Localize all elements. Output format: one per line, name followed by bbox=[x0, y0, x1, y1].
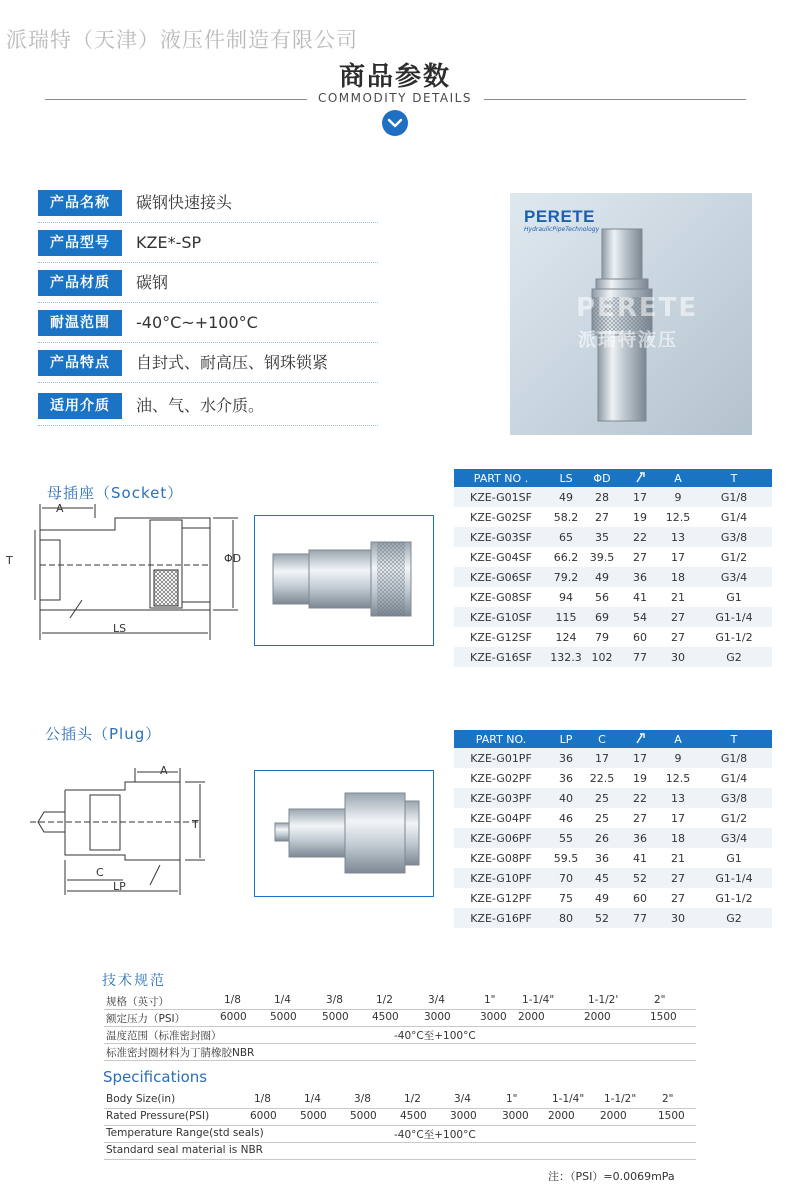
table-row bbox=[454, 788, 772, 808]
table-row bbox=[454, 587, 772, 607]
table-cell: 21 bbox=[671, 590, 685, 604]
pressure-value: 4500 bbox=[400, 1110, 427, 1122]
table-cell: 40 bbox=[548, 788, 584, 808]
seal-text: 标准密封圈材料为丁腈橡胶NBR bbox=[106, 1047, 255, 1059]
size-value: 1" bbox=[506, 1093, 518, 1105]
tech-en-title: Specifications bbox=[103, 1068, 208, 1086]
pressure-value: 2000 bbox=[548, 1110, 575, 1122]
param-label: 产品材质 bbox=[38, 270, 122, 296]
brand-logo: PERETE bbox=[524, 207, 596, 226]
table-cell: G1 bbox=[726, 590, 742, 604]
table-cell: 28 bbox=[584, 487, 620, 507]
seal-text: Standard seal material is NBR bbox=[106, 1144, 263, 1156]
table-cell: G3/4 bbox=[696, 567, 772, 587]
table-cell: 60 bbox=[633, 630, 647, 644]
temp-label: 温度范围（标准密封圈） bbox=[106, 1030, 222, 1042]
table-cell: KZE-G12PF bbox=[470, 891, 532, 905]
temp-label: Temperature Range(std seals) bbox=[106, 1127, 264, 1139]
table-cell: G1/4 bbox=[720, 510, 748, 524]
plug-drawing bbox=[30, 760, 230, 900]
size-value: 1/2 bbox=[404, 1093, 421, 1105]
table-cell: G3/8 bbox=[696, 527, 772, 547]
table-cell: G2 bbox=[696, 647, 772, 667]
plug-dim-t: T bbox=[192, 818, 199, 831]
table-row bbox=[454, 868, 772, 888]
socket-dim-t: T bbox=[6, 554, 13, 567]
table-cell: 13 bbox=[660, 788, 696, 808]
socket-dim-a: A bbox=[56, 502, 64, 515]
table-cell: KZE-G08SF bbox=[470, 590, 532, 604]
size-value: 3/8 bbox=[354, 1093, 371, 1105]
table-cell: 124 bbox=[555, 630, 577, 644]
column-header: LP bbox=[548, 730, 584, 748]
column-header: T bbox=[696, 469, 772, 487]
table-cell: 12.5 bbox=[665, 510, 691, 524]
size-value: 1-1/2' bbox=[588, 994, 619, 1006]
pressure-value: 4500 bbox=[372, 1011, 399, 1023]
plug-dim-c: C bbox=[96, 866, 104, 879]
table-row bbox=[454, 567, 772, 587]
table-row bbox=[454, 888, 772, 908]
table-row bbox=[454, 828, 772, 848]
table-cell: KZE-G01PF bbox=[454, 748, 548, 768]
pressure-label: 额定压力（PSI） bbox=[106, 1013, 186, 1025]
table-cell: KZE-G02PF bbox=[470, 771, 532, 785]
table-cell: 66.2 bbox=[553, 550, 579, 564]
table-cell: 77 bbox=[620, 647, 660, 667]
table-cell: 27 bbox=[671, 630, 685, 644]
table-row bbox=[454, 808, 772, 828]
column-header: A bbox=[660, 730, 696, 748]
table-cell: 27 bbox=[660, 607, 696, 627]
table-cell: KZE-G04SF bbox=[470, 550, 532, 564]
table-cell: KZE-G01SF bbox=[454, 487, 548, 507]
table-cell: 18 bbox=[660, 567, 696, 587]
pressure-value: 3000 bbox=[450, 1110, 477, 1122]
plug-table bbox=[454, 730, 772, 928]
table-cell: KZE-G16SF bbox=[454, 647, 548, 667]
table-cell: 45 bbox=[584, 868, 620, 888]
param-divider bbox=[38, 262, 378, 263]
table-cell: 22 bbox=[620, 788, 660, 808]
table-cell: G3/8 bbox=[696, 788, 772, 808]
table-cell: G1/2 bbox=[720, 550, 748, 564]
page-subtitle: COMMODITY DETAILS bbox=[317, 91, 472, 105]
param-value: 碳钢快速接头 bbox=[136, 193, 233, 212]
table-cell: 17 bbox=[671, 550, 685, 564]
pressure-value: 5000 bbox=[270, 1011, 297, 1023]
table-cell: 52 bbox=[584, 908, 620, 928]
table-cell: 52 bbox=[620, 868, 660, 888]
table-cell: G1/2 bbox=[720, 811, 748, 825]
table-row bbox=[454, 848, 772, 868]
table-cell: G1-1/2 bbox=[715, 630, 753, 644]
table-cell: 9 bbox=[660, 487, 696, 507]
size-value: 1-1/4" bbox=[552, 1093, 585, 1105]
size-value: 1/8 bbox=[224, 994, 241, 1006]
socket-drawing bbox=[20, 500, 245, 650]
param-divider bbox=[38, 222, 378, 223]
table-cell: KZE-G02SF bbox=[470, 510, 532, 524]
socket-dim-ls: LS bbox=[113, 622, 127, 635]
photo-watermark-en: PERETE bbox=[576, 293, 699, 323]
socket-table bbox=[454, 469, 772, 667]
tech-pressure-row bbox=[104, 1010, 696, 1027]
table-cell: 25 bbox=[595, 811, 609, 825]
pressure-value: 1500 bbox=[650, 1011, 677, 1023]
param-divider bbox=[38, 342, 378, 343]
table-cell: 17 bbox=[620, 487, 660, 507]
table-cell: 13 bbox=[660, 527, 696, 547]
tech-temp-row bbox=[104, 1126, 696, 1143]
table-cell: 27 bbox=[595, 510, 609, 524]
table-cell: 69 bbox=[584, 607, 620, 627]
table-cell: KZE-G10SF bbox=[454, 607, 548, 627]
table-cell: G1-1/4 bbox=[696, 607, 772, 627]
table-cell: 58.2 bbox=[553, 510, 579, 524]
column-header: LS bbox=[548, 469, 584, 487]
size-label: 规格（英寸） bbox=[106, 996, 169, 1008]
pressure-value: 2000 bbox=[584, 1011, 611, 1023]
table-row bbox=[454, 527, 772, 547]
page-title: 商品参数 bbox=[338, 62, 451, 92]
table-cell: 18 bbox=[660, 828, 696, 848]
param-value: 碳钢 bbox=[136, 273, 169, 292]
table-row bbox=[454, 607, 772, 627]
param-label: 产品名称 bbox=[38, 190, 122, 216]
table-cell: G2 bbox=[696, 908, 772, 928]
column-header: ΦD bbox=[584, 469, 620, 487]
table-cell: 12.5 bbox=[665, 771, 691, 785]
param-row bbox=[38, 350, 378, 376]
table-cell: KZE-G12SF bbox=[470, 630, 532, 644]
table-cell: 115 bbox=[548, 607, 584, 627]
table-cell: 35 bbox=[584, 527, 620, 547]
size-value: 3/4 bbox=[454, 1093, 471, 1105]
tech-size-row bbox=[104, 1092, 696, 1109]
table-cell: 30 bbox=[660, 908, 696, 928]
pressure-value: 5000 bbox=[322, 1011, 349, 1023]
table-cell: 59.5 bbox=[553, 851, 579, 865]
table-cell: 9 bbox=[660, 748, 696, 768]
param-label: 产品型号 bbox=[38, 230, 122, 256]
size-value: 3/8 bbox=[326, 994, 343, 1006]
param-label: 产品特点 bbox=[38, 350, 122, 376]
table-cell: 94 bbox=[559, 590, 573, 604]
size-value: 1/4 bbox=[274, 994, 291, 1006]
column-header: C bbox=[584, 730, 620, 748]
table-cell: 36 bbox=[620, 828, 660, 848]
plug-dim-a: A bbox=[160, 764, 168, 777]
table-cell: 49 bbox=[548, 487, 584, 507]
table-cell: 22 bbox=[620, 527, 660, 547]
tech-seal-row bbox=[104, 1044, 696, 1061]
size-value: 3/4 bbox=[428, 994, 445, 1006]
param-divider bbox=[38, 425, 378, 426]
param-value: -40°C~+100°C bbox=[136, 313, 258, 332]
table-cell: G1/8 bbox=[696, 748, 772, 768]
table-cell: KZE-G10PF bbox=[454, 868, 548, 888]
table-cell: G1 bbox=[726, 851, 742, 865]
param-label: 适用介质 bbox=[38, 393, 122, 419]
param-value: 油、气、水介质。 bbox=[136, 396, 265, 415]
table-row bbox=[454, 768, 772, 788]
table-cell: 36 bbox=[559, 771, 573, 785]
table-cell: G1-1/2 bbox=[715, 891, 753, 905]
param-divider bbox=[38, 382, 378, 383]
unit-note: 注：（PSI）=0.0069mPa bbox=[548, 1170, 675, 1183]
size-value: 1/8 bbox=[254, 1093, 271, 1105]
param-row bbox=[38, 190, 378, 216]
size-value: 1-1/4" bbox=[522, 994, 555, 1006]
table-row bbox=[454, 487, 772, 507]
size-value: 2" bbox=[662, 1093, 674, 1105]
column-header: PART NO. bbox=[454, 730, 548, 748]
pressure-value: 6000 bbox=[250, 1110, 277, 1122]
chevron-down-icon bbox=[382, 110, 408, 136]
tech-seal-row bbox=[104, 1143, 696, 1160]
table-cell: 77 bbox=[620, 908, 660, 928]
table-cell: 49 bbox=[595, 891, 609, 905]
param-divider bbox=[38, 302, 378, 303]
table-cell: 27 bbox=[671, 891, 685, 905]
table-cell: 27 bbox=[660, 868, 696, 888]
table-row bbox=[454, 627, 772, 647]
plug-title: 公插头（Plug） bbox=[45, 725, 162, 743]
table-cell: 17 bbox=[584, 748, 620, 768]
size-value: 1" bbox=[484, 994, 496, 1006]
table-cell: 49 bbox=[584, 567, 620, 587]
size-value: 1/2 bbox=[376, 994, 393, 1006]
socket-photo bbox=[254, 515, 434, 646]
table-cell: 79 bbox=[595, 630, 609, 644]
table-cell: 56 bbox=[595, 590, 609, 604]
pressure-value: 3000 bbox=[480, 1011, 507, 1023]
tech-pressure-row bbox=[104, 1109, 696, 1126]
table-cell: 41 bbox=[633, 590, 647, 604]
table-cell: KZE-G03SF bbox=[454, 527, 548, 547]
table-cell: 79.2 bbox=[548, 567, 584, 587]
table-cell: 19 bbox=[633, 771, 647, 785]
pressure-value: 1500 bbox=[658, 1110, 685, 1122]
wrench-icon bbox=[620, 469, 660, 487]
table-row bbox=[454, 748, 772, 768]
pressure-value: 3000 bbox=[502, 1110, 529, 1122]
param-value: 自封式、耐高压、钢珠锁紧 bbox=[136, 353, 329, 372]
table-cell: 25 bbox=[584, 788, 620, 808]
pressure-value: 2000 bbox=[600, 1110, 627, 1122]
photo-watermark-cn: 派瑞特液压 bbox=[578, 330, 678, 351]
company-watermark: 派瑞特（天津）液压件制造有限公司 bbox=[6, 28, 358, 52]
table-cell: 21 bbox=[671, 851, 685, 865]
table-cell: 39.5 bbox=[589, 550, 615, 564]
table-cell: KZE-G16PF bbox=[454, 908, 548, 928]
param-row bbox=[38, 393, 378, 419]
column-header: PART NO . bbox=[454, 469, 548, 487]
wrench-icon bbox=[620, 730, 660, 748]
table-cell: G3/4 bbox=[696, 828, 772, 848]
table-cell: KZE-G06PF bbox=[454, 828, 548, 848]
table-cell: 60 bbox=[633, 891, 647, 905]
table-cell: G1/8 bbox=[696, 487, 772, 507]
table-row bbox=[454, 547, 772, 567]
table-cell: 27 bbox=[633, 811, 647, 825]
table-cell: KZE-G04PF bbox=[470, 811, 532, 825]
table-cell: G1/4 bbox=[720, 771, 748, 785]
temp-value: -40°C至+100°C bbox=[394, 1030, 476, 1042]
temp-value: -40°C至+100°C bbox=[394, 1129, 476, 1141]
brand-tagline: HydraulicPipeTechnology bbox=[524, 226, 600, 233]
plug-dim-lp: LP bbox=[113, 880, 126, 893]
table-cell: 36 bbox=[620, 567, 660, 587]
table-cell: 55 bbox=[548, 828, 584, 848]
table-cell: 26 bbox=[584, 828, 620, 848]
tech-temp-row bbox=[104, 1027, 696, 1044]
table-cell: 70 bbox=[548, 868, 584, 888]
socket-dim-d: ΦD bbox=[224, 552, 242, 565]
table-cell: KZE-G06SF bbox=[454, 567, 548, 587]
table-cell: 36 bbox=[595, 851, 609, 865]
param-value: KZE*-SP bbox=[136, 233, 202, 252]
pressure-value: 5000 bbox=[350, 1110, 377, 1122]
tech-cn-title: 技术规范 bbox=[102, 973, 166, 989]
table-cell: 22.5 bbox=[589, 771, 615, 785]
table-cell: 75 bbox=[559, 891, 573, 905]
param-row bbox=[38, 270, 378, 296]
plug-photo bbox=[254, 770, 434, 897]
size-value: 1-1/2" bbox=[604, 1093, 637, 1105]
size-value: 2" bbox=[654, 994, 666, 1006]
table-cell: 132.3 bbox=[548, 647, 584, 667]
column-header: T bbox=[696, 730, 772, 748]
socket-title: 母插座（Socket） bbox=[47, 484, 184, 502]
size-value: 1/4 bbox=[304, 1093, 321, 1105]
param-row bbox=[38, 230, 378, 256]
column-header: A bbox=[660, 469, 696, 487]
table-cell: 36 bbox=[548, 748, 584, 768]
param-label: 耐温范围 bbox=[38, 310, 122, 336]
pressure-value: 2000 bbox=[518, 1011, 545, 1023]
table-cell: 17 bbox=[671, 811, 685, 825]
table-cell: 27 bbox=[633, 550, 647, 564]
table-cell: 30 bbox=[660, 647, 696, 667]
table-cell: 65 bbox=[548, 527, 584, 547]
table-cell: 80 bbox=[548, 908, 584, 928]
pressure-value: 3000 bbox=[424, 1011, 451, 1023]
size-label: Body Size(in) bbox=[106, 1093, 176, 1105]
product-photo bbox=[510, 193, 752, 435]
table-cell: 102 bbox=[584, 647, 620, 667]
pressure-value: 5000 bbox=[300, 1110, 327, 1122]
table-cell: G1-1/4 bbox=[696, 868, 772, 888]
pressure-label: Rated Pressure(PSI) bbox=[106, 1110, 210, 1122]
tech-size-row bbox=[104, 993, 696, 1010]
table-cell: KZE-G08PF bbox=[470, 851, 532, 865]
table-cell: 19 bbox=[633, 510, 647, 524]
table-cell: KZE-G03PF bbox=[454, 788, 548, 808]
pressure-value: 6000 bbox=[220, 1011, 247, 1023]
table-cell: 46 bbox=[559, 811, 573, 825]
param-row bbox=[38, 310, 378, 336]
table-row bbox=[454, 507, 772, 527]
table-cell: 54 bbox=[620, 607, 660, 627]
table-row bbox=[454, 647, 772, 667]
table-cell: 17 bbox=[620, 748, 660, 768]
table-row bbox=[454, 908, 772, 928]
table-cell: 41 bbox=[633, 851, 647, 865]
